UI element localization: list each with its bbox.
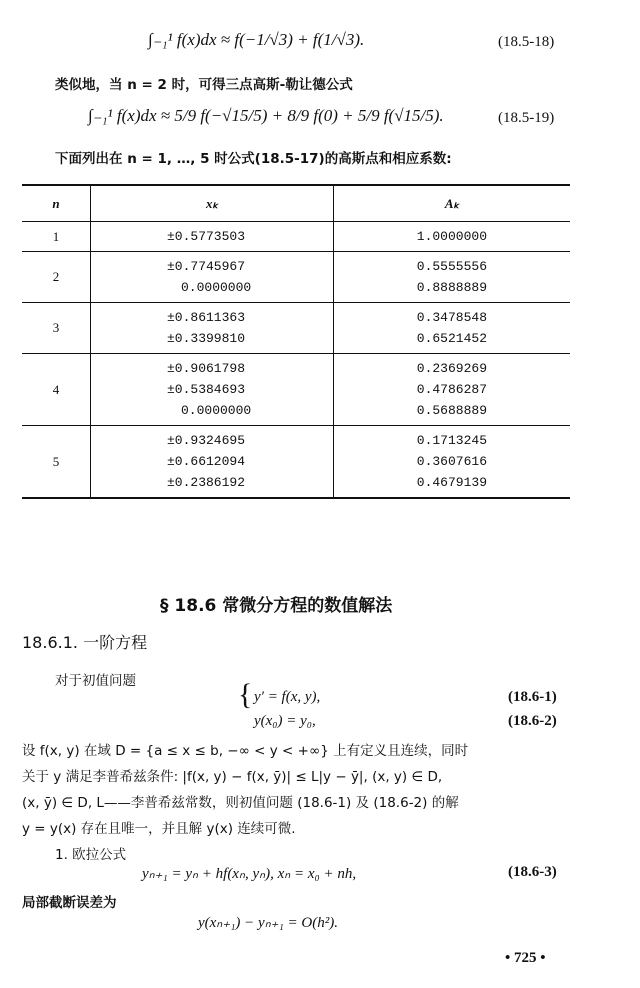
cell-xk (91, 303, 334, 354)
coefficient: 1.0000000 (416, 229, 487, 244)
cell-ak (334, 303, 571, 354)
paragraph-line: (x, ȳ) ∈ D, L——李普希兹常数，则初值问题 (18.6-1) 及 (18.6-2) 的解 (22, 795, 459, 811)
equation-18-5-19: ∫₋₁¹ f(x)dx ≈ 5/9 f(−√15/5) + 8/9 f(0) + 5/9 f(√15/5). (88, 106, 444, 125)
paragraph-line: y = y(x) 存在且唯一，并且解 y(x) 连续可微. (22, 821, 296, 837)
coefficient: 0.1713245 (416, 433, 487, 448)
gauss-point: ±0.5773503 (167, 229, 246, 244)
coefficient: 0.3607616 (416, 454, 487, 469)
table-row-group (22, 426, 570, 499)
brace: { (238, 678, 253, 711)
table-header-row (22, 185, 570, 222)
gauss-point: 0.0000000 (181, 403, 252, 418)
gauss-point: 0.0000000 (181, 280, 252, 295)
equation-18-6-3: yₙ₊₁ = yₙ + hf(xₙ, yₙ), xₙ = x₀ + nh, (142, 866, 357, 882)
cell-xk (91, 426, 334, 499)
gauss-point: ±0.7745967 (167, 259, 246, 274)
euler-heading: 1. 欧拉公式 (55, 847, 127, 863)
paragraph-line: 设 f(x, y) 在域 D = {a ≤ x ≤ b, −∞ < y < +∞} 上有定义且连续，同时 (22, 743, 469, 759)
equation-number: (18.6-1) (508, 689, 557, 705)
gauss-point: ±0.2386192 (167, 475, 246, 490)
gauss-point: ±0.9061798 (167, 361, 246, 376)
equation-number: (18.5-19) (498, 110, 555, 126)
subsection-title: 18.6.1. 一阶方程 (22, 633, 148, 652)
cell-xk (91, 354, 334, 426)
cell-xk (91, 252, 334, 303)
cell-n: 3 (22, 303, 91, 354)
column-header-n: n (22, 185, 91, 222)
gauss-point: ±0.3399810 (167, 331, 246, 346)
table-row-group (22, 303, 570, 354)
paragraph-text: 局部截断误差为 (22, 895, 117, 911)
paragraph-text: 下面列出在 n = 1, …, 5 时公式(18.5-17)的高斯点和相应系数: (55, 151, 452, 167)
equation-18-6-2: y(x₀) = y₀, (254, 713, 316, 729)
coefficient: 0.4786287 (416, 382, 487, 397)
gauss-point: ±0.8611363 (167, 310, 246, 325)
page-number: • 725 • (505, 950, 546, 966)
equation-number: (18.6-2) (508, 713, 557, 729)
paragraph-text: 类似地，当 n = 2 时，可得三点高斯-勒让德公式 (55, 77, 353, 93)
cell-n: 4 (22, 354, 91, 426)
table-row-group (22, 222, 570, 252)
paragraph-text: 对于初值问题 (55, 673, 136, 689)
cell-n: 1 (22, 222, 91, 252)
table-row-group (22, 354, 570, 426)
equation-18-6-1: y′ = f(x, y), (254, 689, 321, 705)
paragraph-line: 关于 y 满足李普希兹条件: |f(x, y) − f(x, ȳ)| ≤ L|y − ȳ|, (x, y) ∈ D, (22, 769, 443, 785)
cell-n: 2 (22, 252, 91, 303)
coefficient: 0.5555556 (416, 259, 487, 274)
gauss-point: ±0.5384693 (167, 382, 246, 397)
equation-number: (18.6-3) (508, 864, 557, 880)
gauss-legendre-table (22, 184, 570, 499)
coefficient: 0.2369269 (416, 361, 487, 376)
local-error-formula: y(xₙ₊₁) − yₙ₊₁ = O(h²). (198, 915, 338, 931)
cell-ak (334, 252, 571, 303)
coefficient: 0.3478548 (416, 310, 487, 325)
column-header-ak: Aₖ (334, 185, 571, 222)
cell-xk (91, 222, 334, 252)
equation-18-5-18: ∫₋₁¹ f(x)dx ≈ f(−1/√3) + f(1/√3). (148, 30, 365, 49)
column-header-xk: xₖ (91, 185, 334, 222)
coefficient: 0.6521452 (416, 331, 487, 346)
cell-n: 5 (22, 426, 91, 499)
gauss-point: ±0.9324695 (167, 433, 246, 448)
coefficient: 0.4679139 (416, 475, 487, 490)
cell-ak (334, 222, 571, 252)
equation-number: (18.5-18) (498, 34, 555, 50)
section-title: § 18.6 常微分方程的数值解法 (160, 596, 393, 616)
table-row-group (22, 252, 570, 303)
coefficient: 0.5688889 (416, 403, 487, 418)
cell-ak (334, 426, 571, 499)
gauss-point: ±0.6612094 (167, 454, 246, 469)
cell-ak (334, 354, 571, 426)
coefficient: 0.8888889 (416, 280, 487, 295)
